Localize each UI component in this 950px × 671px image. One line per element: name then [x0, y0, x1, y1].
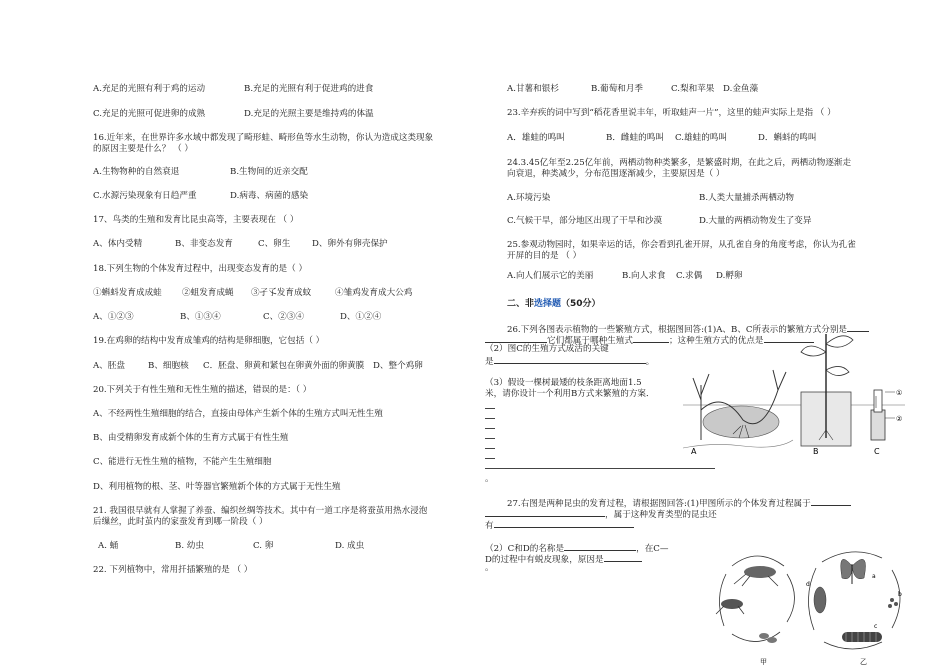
- q27-line2-text: ，属于这种发育类型的昆虫还: [605, 510, 717, 520]
- q21-stem-line2: 后缫丝，此时茧内的家蚕发育到哪一阶段（ ）: [93, 517, 268, 527]
- q18-stem: 18.下列生物的个体发育过程中，出现变态发育的是（ ）: [93, 264, 308, 274]
- q17-option-c: C、卵生: [258, 239, 291, 249]
- q21-option-c: C. 卵: [253, 541, 274, 551]
- q19-option-b: B、细胞核: [148, 361, 189, 371]
- q18-option-c: C、②③④: [263, 312, 304, 322]
- q26-blank-2[interactable]: [485, 334, 547, 343]
- q26-sub2-shi: 是: [485, 357, 494, 367]
- q23-stem: 23.辛弃疾的词中写到“稻花香里说丰年，听取蛙声一片”，这里的蛙声实际上是指 （ ）: [507, 108, 836, 118]
- fig-a-layering: [683, 370, 793, 448]
- fig-c-marker-1: ①: [896, 389, 903, 397]
- q17-stem: 17、鸟类的生殖和发育比昆虫高等，主要表现在 （ ）: [93, 215, 299, 225]
- q16-option-a: A.生物物种的自然衰退: [93, 167, 180, 177]
- q27-blank-3[interactable]: [494, 519, 634, 528]
- q19-option-a: A、胚盘: [93, 361, 125, 371]
- q27-sub2-textb: ，在C—: [636, 544, 669, 554]
- q26-answer-line[interactable]: [485, 458, 495, 459]
- q24-option-b: B.人类大量捕杀两栖动物: [699, 193, 794, 203]
- q25-stem-line1: 25.参观动物园时，如果幸运的话，你会看到孔雀开屏，从孔雀自身的角度考虑，你认为孔雀: [507, 240, 856, 250]
- q20-option-d: D、利用植物的根、茎、叶等器官繁殖新个体的方式属于无性生殖: [93, 482, 341, 492]
- q22-option-a: A.甘薯和银杉: [507, 84, 559, 94]
- q26-sub3-line2: 米，请你设计一个利用B方式来繁殖的方案．: [485, 389, 655, 399]
- q20-option-c: C、能进行无性生殖的植物，不能产生生殖细胞: [93, 457, 272, 467]
- q21-option-d: D. 成虫: [335, 541, 365, 551]
- q26-answer-line[interactable]: [485, 448, 495, 449]
- q25-option-c: C.求偶: [676, 271, 703, 281]
- q26-end-mark: 。: [485, 474, 494, 484]
- q18-item-2: ②蛆发育成蝇: [182, 288, 234, 298]
- q26-answer-line[interactable]: [485, 428, 495, 429]
- q24-stem-line1: 24.3.45亿年至2.25亿年前，两栖动物种类繁多，是繁盛时期，在此之后，两栖动物逐渐走: [507, 158, 852, 168]
- q27-sub2-line2-text: D的过程中有蜕皮现象，原因是: [485, 555, 604, 565]
- q20-option-a: A、不经两性生殖细胞的结合，直接由母体产生新个体的生殖方式叫无性生殖: [93, 409, 383, 419]
- section-2-heading: [507, 299, 601, 310]
- q15-option-a: A.充足的光照有利于鸡的运动: [93, 84, 206, 94]
- fig-c-marker-2: ②: [896, 415, 903, 423]
- q26-answer-line[interactable]: [485, 438, 495, 439]
- q26-sub2-text: （2）图C的生殖方式成活的关键: [485, 344, 609, 354]
- section-2-link: 选择题: [534, 299, 562, 309]
- q22-option-b: B.葡萄和月季: [591, 84, 644, 94]
- q27-sub2-text: （2）C和D的名称是: [485, 544, 565, 554]
- q18-option-d: D、①②④: [340, 312, 382, 322]
- fig-c-grafting: [871, 390, 895, 440]
- fig-label-c: c: [874, 623, 878, 630]
- q17-option-b: B、非变态发育: [175, 239, 233, 249]
- q27-blank-4[interactable]: [564, 542, 636, 551]
- q16-option-c: C.水源污染现象有日趋严重: [93, 191, 197, 201]
- fig-yi-label: 乙: [860, 658, 867, 666]
- q25-option-a: A.向人们展示它的美丽: [507, 271, 594, 281]
- section-2-prefix: 二、非: [507, 299, 535, 309]
- q25-stem-line2: 开屏的目的是 （ ）: [507, 251, 582, 261]
- fig-caterpillar: [842, 632, 882, 642]
- q18-option-b: B、①③④: [180, 312, 221, 322]
- q21-option-a: A. 蛹: [98, 541, 119, 551]
- fig-grasshopper-adult: [734, 566, 778, 586]
- q24-option-a: A.环境污染: [507, 193, 551, 203]
- q27-blank-1[interactable]: [811, 497, 851, 506]
- q26-blank-5[interactable]: [494, 355, 646, 364]
- q27-figure: [702, 538, 908, 668]
- fig-label-a: a: [872, 573, 876, 580]
- q19-stem: 19.在鸡卵的结构中发育成雏鸡的结构是卵细胞，它包括（ ）: [93, 336, 325, 346]
- q16-option-d: D.病毒、病菌的感染: [230, 191, 309, 201]
- q27-stem-line3: [485, 519, 634, 532]
- q16-stem-line1: 16.近年来，在世界许多水域中都发现了畸形蛙、畸形鱼等水生动物，你认为造成这类现象: [93, 133, 434, 143]
- q21-option-b: B. 幼虫: [175, 541, 204, 551]
- q23-option-a: A．雄蛙的鸣叫: [507, 133, 565, 143]
- q22-option-c: C.梨和苹果: [671, 84, 715, 94]
- fig-b-cutting: [801, 334, 853, 446]
- q27-end-mark: 。: [485, 563, 494, 573]
- q24-stem-line2: 向衰退，种类减少，分布范围逐渐减少，主要原因是（ ）: [507, 169, 725, 179]
- q18-item-3: ③孑孓发育成蚊: [251, 288, 312, 298]
- q27-blank-2[interactable]: [485, 508, 605, 517]
- fig-eggs: [888, 598, 898, 608]
- q18-item-4: ④雏鸡发育成大公鸡: [335, 288, 413, 298]
- fig-b-label: B: [813, 447, 819, 456]
- fig-butterfly: [841, 559, 866, 584]
- q26-sub2-line1: [485, 344, 609, 355]
- q26-line2-text: 它们都属于哪种生殖式: [547, 336, 633, 346]
- q24-option-d: D.大量的两栖动物发生了变异: [699, 216, 812, 226]
- q26-answer-line[interactable]: [485, 418, 495, 419]
- q27-sub2-line2: [485, 553, 642, 566]
- q16-option-b: B.生物间的近亲交配: [230, 167, 308, 177]
- q21-stem-line1: 21. 我国很早就有人掌握了养蚕、编织丝绸等技术。其中有一道工序是将蚕茧用热水浸泡: [93, 506, 428, 516]
- q18-option-a: A、①②③: [93, 312, 134, 322]
- fig-a-label: A: [691, 447, 697, 456]
- q26-answer-line[interactable]: [485, 468, 715, 469]
- fig-jia-label: 甲: [760, 658, 767, 666]
- q26-figure: [683, 330, 905, 458]
- q23-option-b: B．雌蛙的鸣叫: [606, 133, 664, 143]
- q19-option-d: D、整个鸡卵: [373, 361, 423, 371]
- q17-option-a: A、体内受精: [93, 239, 143, 249]
- q26-line2b-text: ；这种生殖方式的优点是: [668, 336, 764, 346]
- q26-blank-3[interactable]: [633, 334, 669, 343]
- fig-pupa: [814, 587, 826, 613]
- q27-blank-5[interactable]: [604, 553, 642, 562]
- fig-grasshopper-eggs: [759, 633, 777, 643]
- q15-option-b: B.充足的光照有利于促进鸡的进食: [244, 84, 374, 94]
- fig-label-d: d: [806, 581, 810, 588]
- q22-option-d: D.金鱼藻: [723, 84, 759, 94]
- fig-label-b: b: [898, 591, 902, 598]
- q20-stem: 20.下列关于有性生殖和无性生殖的描述，错误的是：（ ）: [93, 385, 312, 395]
- q26-sub3-line1: （3）假设一棵树最矮的枝条距离地面1.5: [485, 378, 642, 388]
- q22-stem: 22. 下列植物中，常用扦插繁殖的是 （ ）: [93, 565, 253, 575]
- q23-option-c: C.雄蛙的鸣叫: [675, 133, 727, 143]
- q19-option-c: C．胚盘、卵黄和紧包在卵黄外面的卵黄膜: [203, 361, 365, 371]
- q20-option-b: B、由受精卵发育成新个体的生育方式属于有性生殖: [93, 433, 289, 443]
- q15-option-c: C.充足的光照可促进卵的成熟: [93, 109, 206, 119]
- q17-option-d: D、卵外有卵壳保护: [312, 239, 388, 249]
- q25-option-b: B.向人求食: [622, 271, 666, 281]
- q27-line3-text: 有: [485, 521, 494, 531]
- fig-c-label: C: [874, 447, 880, 456]
- q18-item-1: ①蝌蚪发育成成蛙: [93, 288, 162, 298]
- q15-option-d: D.充足的光照主要是维持鸡的体温: [244, 109, 374, 119]
- q23-option-d: D．蝌蚪的鸣叫: [758, 133, 817, 143]
- q27-stem-text: 27.右图是两种昆虫的发育过程，请根据图回答:(1)甲图所示的个体发育过程属于: [507, 499, 811, 509]
- q26-stem-text: 26.下列各图表示植物的一些繁殖方式，根据图回答:(1)A、B、C所表示的繁殖方式分别是: [507, 325, 848, 335]
- section-2-suffix: （50分）: [561, 299, 601, 309]
- q16-stem-line2: 的原因主要是什么？ （ ）: [93, 144, 193, 154]
- q26-sub2-line2: 是 。: [485, 357, 655, 367]
- q25-option-d: D.孵卵: [716, 271, 743, 281]
- q26-answer-line[interactable]: [485, 408, 495, 409]
- q24-option-c: C.气候干旱，部分地区出现了干旱和沙漠: [507, 216, 663, 226]
